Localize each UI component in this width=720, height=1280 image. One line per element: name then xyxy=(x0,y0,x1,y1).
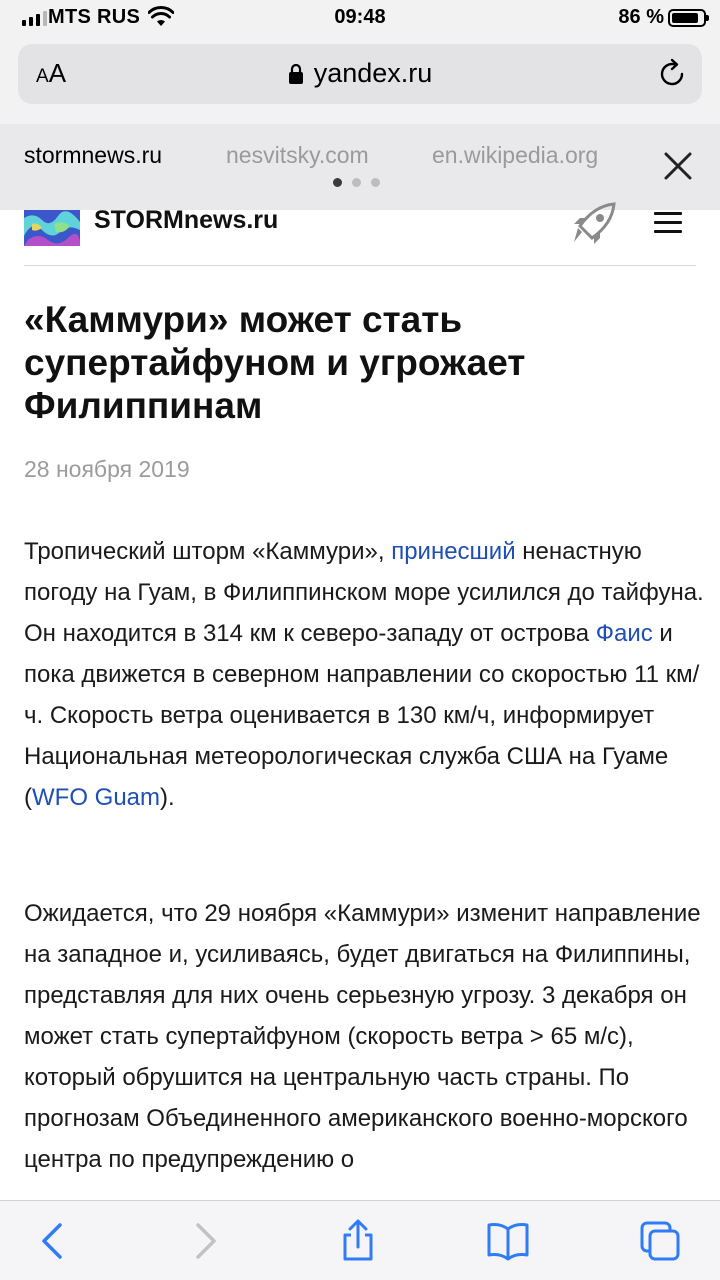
page-dot xyxy=(352,178,361,187)
url-display[interactable] xyxy=(18,58,702,89)
link-fais[interactable]: Фаис xyxy=(595,620,653,647)
paragraph-text: Тропический шторм «Каммури», xyxy=(24,538,392,565)
text-size-small-a: A xyxy=(36,66,49,87)
bottom-toolbar xyxy=(0,1200,720,1280)
tab-strip xyxy=(0,124,720,210)
tab-wikipedia[interactable]: en.wikipedia.org xyxy=(432,142,599,168)
site-logo[interactable] xyxy=(24,210,80,246)
article-paragraph: Ожидается, что 29 ноября «Каммури» изменит направление на западное и, усиливаясь, будет двигаться на Филиппины, представляя для них очень серьезную угрозу. 3 декабря он может стать супертайфуном (скорость ветра > 65 м/с), который обрушится на центральную часть страны. По прогнозам Объединенного американского военно-морского центра по предупреждению о xyxy=(24,900,701,1173)
tab-stormnews[interactable]: stormnews.ru xyxy=(24,142,163,168)
article-paragraph xyxy=(24,531,704,818)
article-date: 28 ноября 2019 xyxy=(24,456,190,482)
tab-page-indicator xyxy=(333,178,380,187)
address-area xyxy=(0,36,720,124)
battery-icon xyxy=(668,9,706,27)
back-icon[interactable] xyxy=(32,1219,76,1263)
link-prineshiy[interactable]: принесший xyxy=(391,538,516,565)
clock: 09:48 xyxy=(334,6,386,28)
forward-icon[interactable] xyxy=(182,1219,226,1263)
site-name[interactable]: STORMnews.ru xyxy=(94,206,279,234)
page-dot xyxy=(333,178,342,187)
page-dot xyxy=(371,178,380,187)
battery-percent: 86 % xyxy=(618,6,664,28)
site-header xyxy=(24,206,696,266)
tab-nesvitsky[interactable]: nesvitsky.com xyxy=(226,142,369,168)
link-wfo-guam[interactable]: WFO Guam xyxy=(32,784,161,811)
lock-icon xyxy=(288,63,304,85)
close-icon[interactable] xyxy=(658,146,698,186)
reload-icon[interactable] xyxy=(656,58,688,90)
tabs-overview-icon[interactable] xyxy=(638,1219,682,1263)
status-bar xyxy=(0,0,720,36)
url-text: yandex.ru xyxy=(313,58,433,88)
paragraph-text: ненастную погоду на Гуам, в Филиппинском море усилился до тайфуна. Он находится в 314 км к северо-западу от острова xyxy=(24,538,704,647)
bookmarks-icon[interactable] xyxy=(486,1219,530,1263)
address-bar[interactable] xyxy=(18,44,702,104)
battery-fill xyxy=(672,13,698,23)
share-icon[interactable] xyxy=(336,1219,380,1263)
hamburger-menu-icon[interactable] xyxy=(654,212,682,234)
paragraph-text: и пока движется в северном направлении со скоростью 11 км/ч. Скорость ветра оценивается в 130 км/ч, информирует Национальная метеорологическая служба США на Гуаме ( xyxy=(24,620,700,811)
text-size-large-a: A xyxy=(48,58,67,88)
carrier-label: MTS RUS xyxy=(48,6,141,28)
rocket-icon[interactable] xyxy=(568,202,616,244)
paragraph-text: ). xyxy=(160,784,175,811)
article-title: «Каммури» может стать супертайфуном и угрожает Филиппинам xyxy=(24,299,526,426)
